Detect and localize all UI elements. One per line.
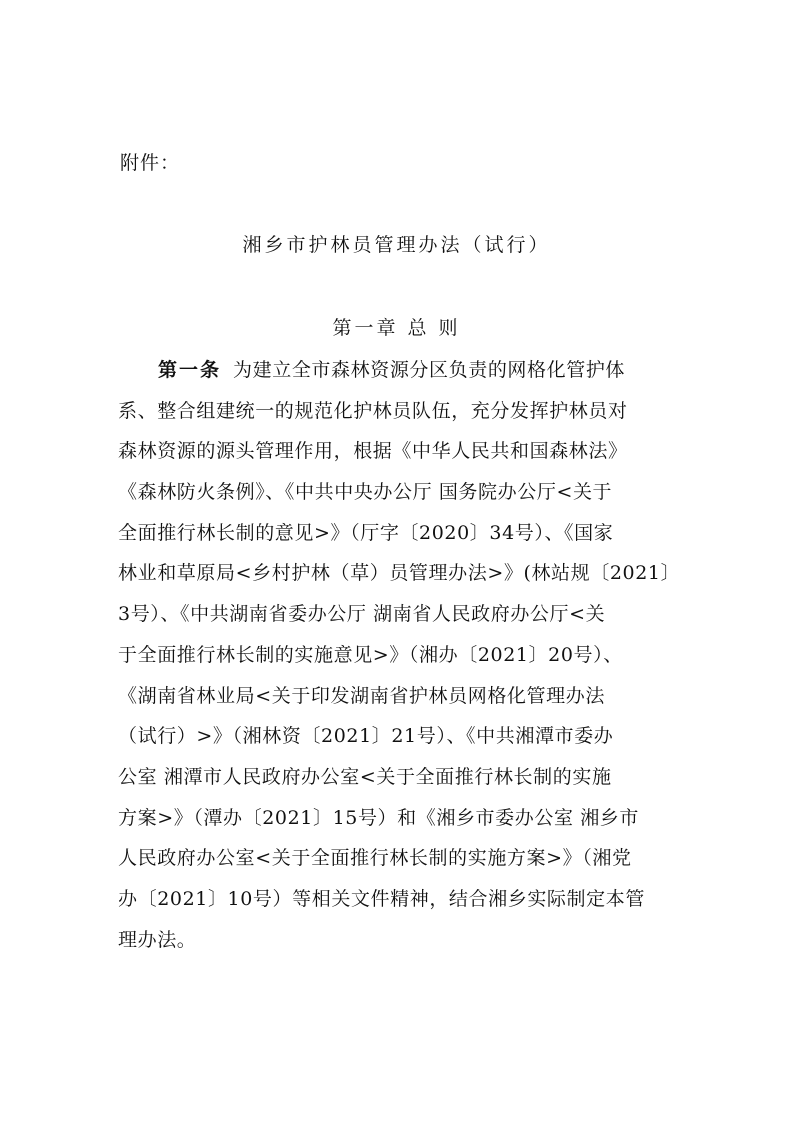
article-line: 公室 湘潭市人民政府办公室<关于全面推行林长制的实施 <box>118 765 612 788</box>
article-line: 林业和草原局<乡村护林（草）员管理办法>》(林站规〔2021〕 <box>118 562 681 585</box>
article-line: （试行）>》（湘林资〔2021〕21号）、《中共湘潭市委办 <box>118 725 614 748</box>
document-title: 湘乡市护林员管理办法（试行） <box>242 234 551 256</box>
article-line: 《森林防火条例》、《中共中央办公厅 国务院办公厅<关于 <box>118 481 613 504</box>
article-line: 人民政府办公室<关于全面推行林长制的实施方案>》（湘党 <box>118 847 632 870</box>
article-line: 方案>》（潭办〔2021〕15号）和《湘乡市委办公室 湘乡市 <box>118 806 639 829</box>
article-line: 办〔2021〕10号）等相关文件精神，结合湘乡实际制定本管 <box>118 887 645 910</box>
article-line: 系、整合组建统一的规范化护林员队伍，充分发挥护林员对 <box>118 399 628 422</box>
attachment-label: 附件： <box>120 152 181 174</box>
article-line: 全面推行林长制的意见>》（厅字〔2020〕34号）、《国家 <box>118 521 614 544</box>
article-line: 《湖南省林业局<关于印发湖南省护林员网格化管理办法 <box>118 684 605 707</box>
article-text: 为建立全市森林资源分区负责的网格化管护体 <box>233 359 626 381</box>
chapter-title: 第一章 总 则 <box>332 317 461 339</box>
article-body <box>118 350 681 960</box>
article-number: 第一条 <box>158 359 222 381</box>
article-line: 于全面推行林长制的实施意见>》（湘办〔2021〕20号）、 <box>118 643 623 666</box>
article-line: 3号）、《中共湖南省委办公厅 湖南省人民政府办公厅<关 <box>118 603 606 626</box>
article-line: 森林资源的源头管理作用，根据《中华人民共和国森林法》 <box>118 440 628 463</box>
article-line <box>118 350 678 391</box>
article-line: 理办法。 <box>118 928 197 951</box>
